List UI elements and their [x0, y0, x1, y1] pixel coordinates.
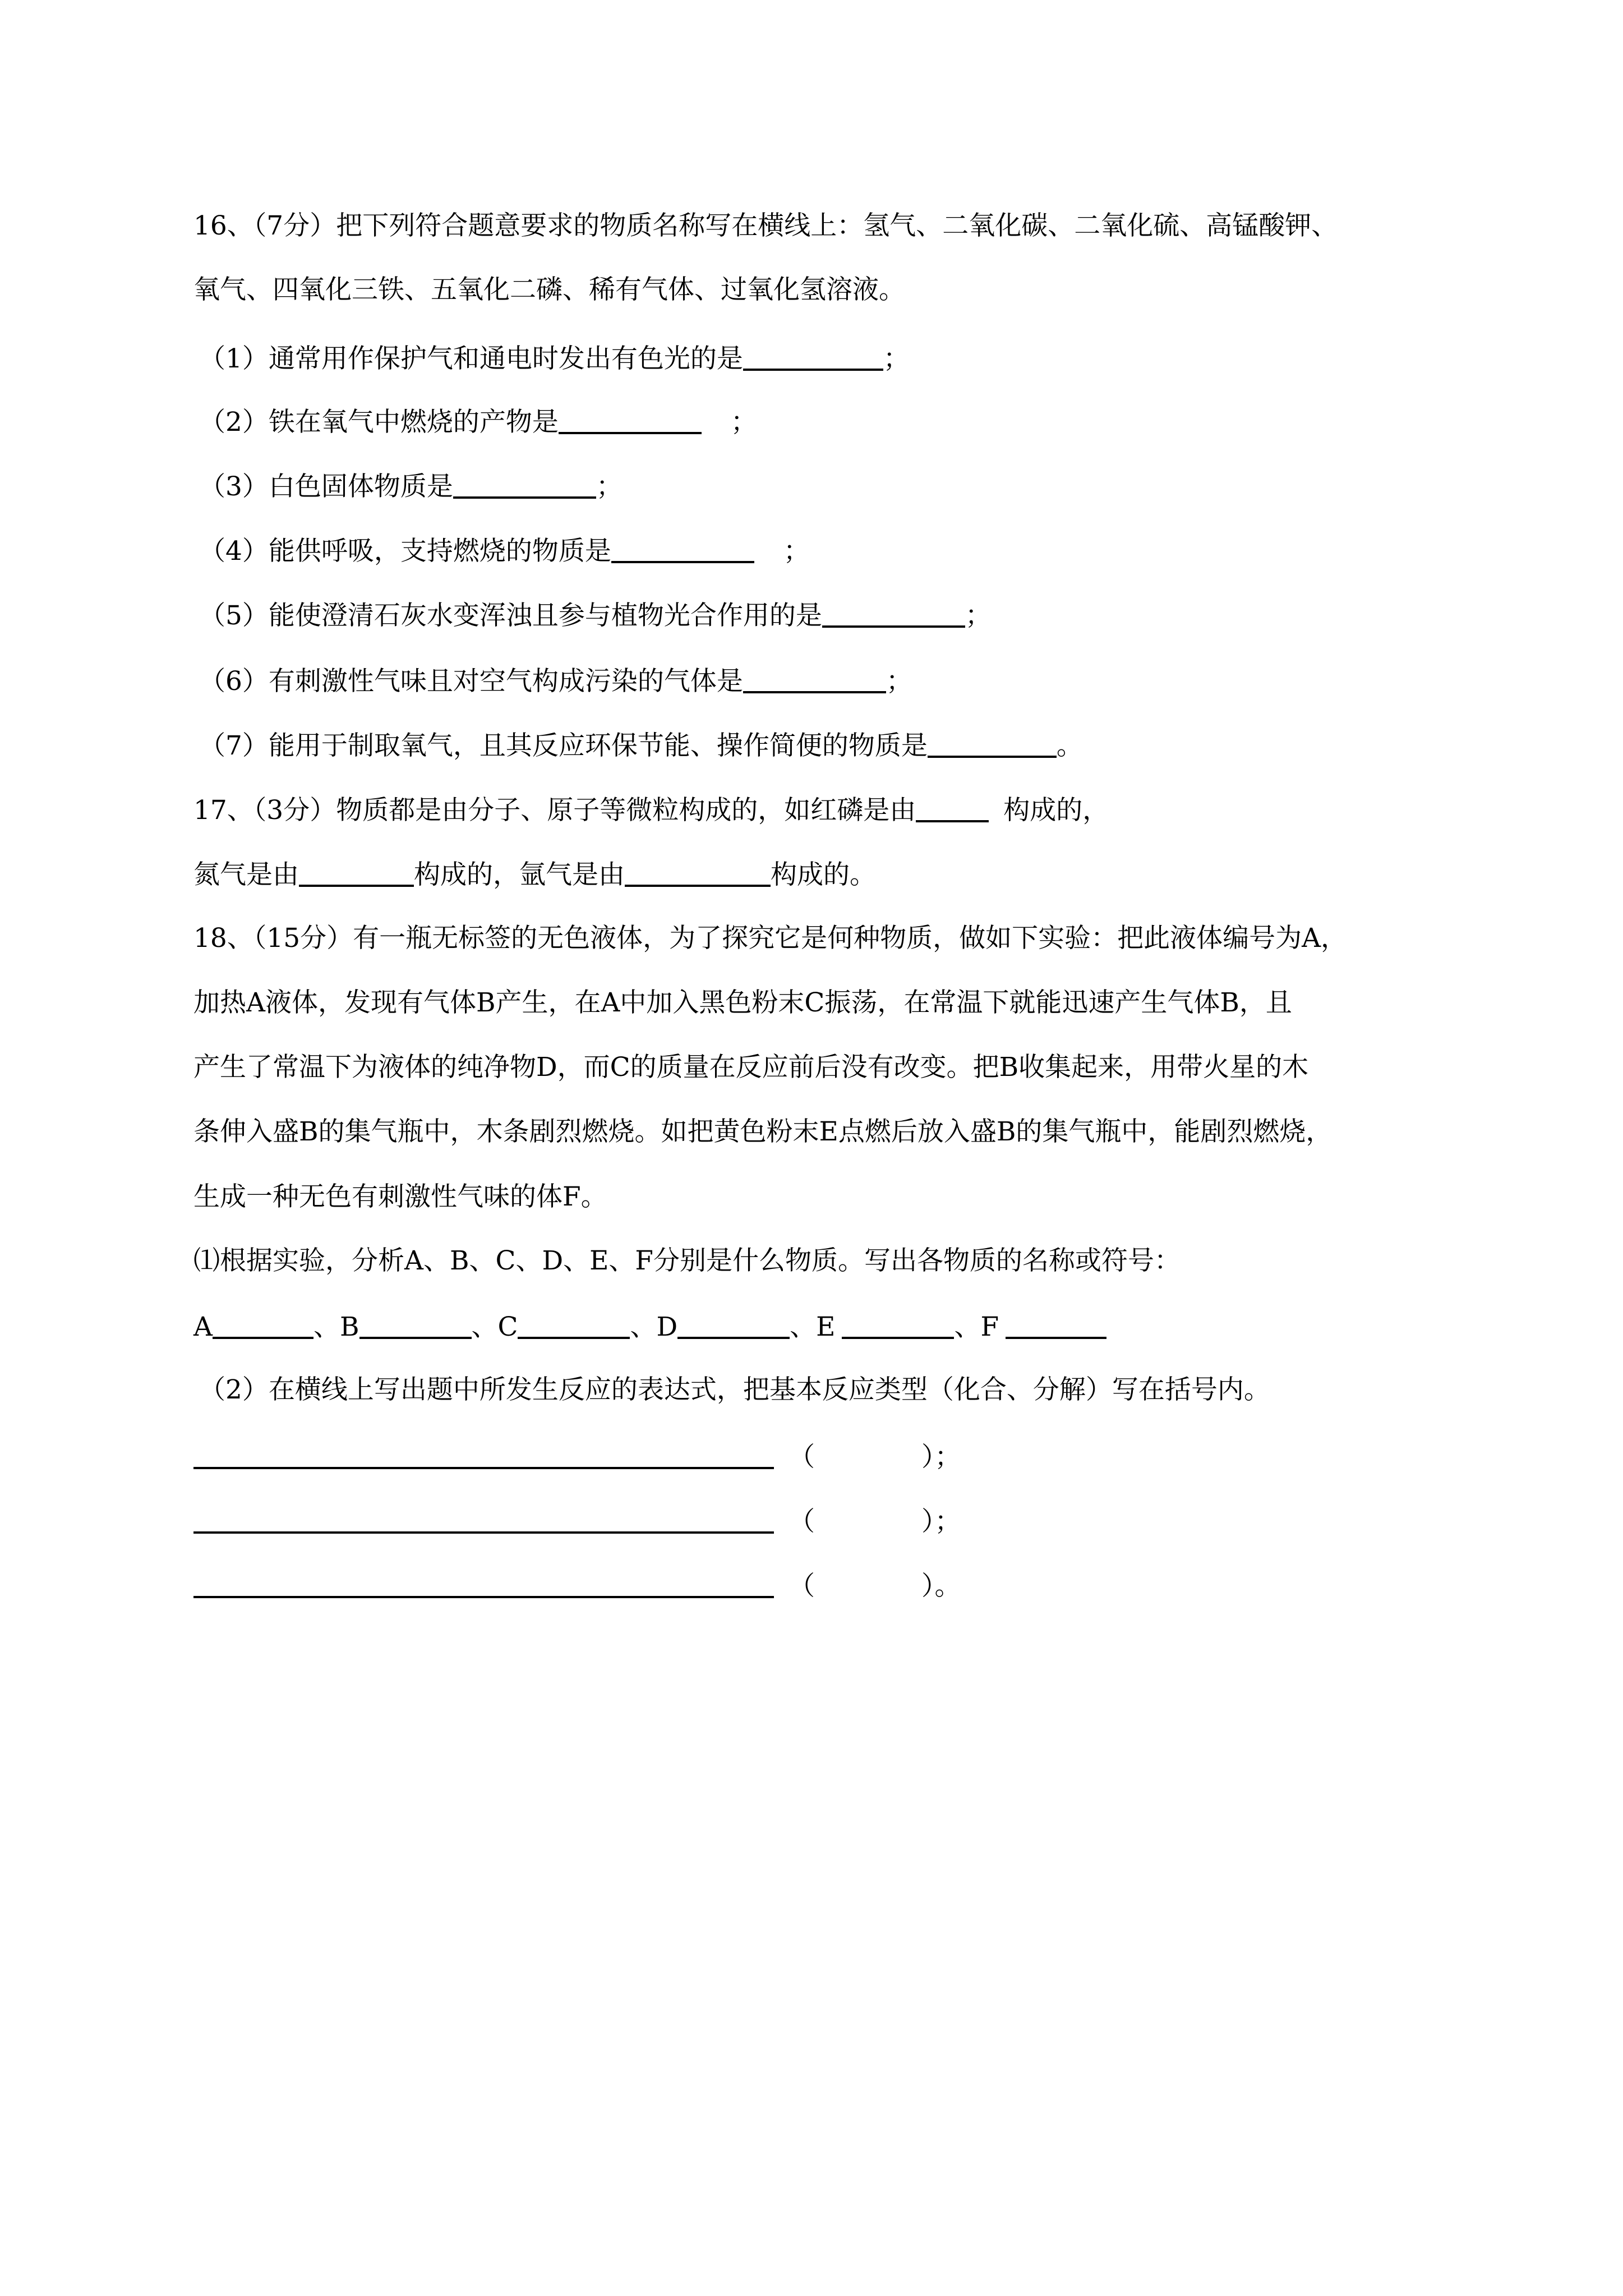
- q18-text: 加热A液体，发现有气体B产生，在A中加入黑色粉末C振荡，在常温下就能迅速产生气体B，且: [193, 987, 1292, 1018]
- q16-stem-text2: 氧气、四氧化三铁、五氧化二磷、稀有气体、过氧化氢溶液。: [193, 274, 905, 305]
- q18-part1: [193, 1244, 1181, 1278]
- q17-text-e: 构成的。: [771, 859, 876, 890]
- answer-blank[interactable]: [916, 795, 989, 822]
- q18-text: 条伸入盛B的集气瓶中，木条剧烈燃烧。如把黄色粉末E点燃后放入盛B的集气瓶中，能剧烈燃烧，: [193, 1116, 1332, 1147]
- q16-item-6: [199, 663, 912, 697]
- q18-line4: [193, 1115, 1332, 1149]
- q16-item-text: （5）能使澄清石灰水变浑浊且参与植物光合作用的是: [199, 600, 822, 631]
- paren-close: ）；: [921, 1506, 961, 1537]
- q16-item-text: （4）能供呼吸，支持燃烧的物质是: [199, 536, 611, 567]
- reaction-blank[interactable]: [193, 1442, 774, 1469]
- q18-part2-text: （2）在横线上写出题中所发生反应的表达式，把基本反应类型（化合、分解）写在括号内。: [199, 1374, 1270, 1405]
- q18-line5: [193, 1180, 607, 1214]
- reaction-blank[interactable]: [193, 1571, 774, 1598]
- q18-line2: [193, 986, 1292, 1020]
- q16-stem-line2: [193, 273, 905, 307]
- q18-line3: [193, 1051, 1308, 1084]
- q16-stem-line1: [193, 209, 1338, 243]
- q16-item-text: （6）有刺激性气味且对空气构成污染的气体是: [199, 666, 743, 697]
- q16-item-end: ；: [730, 407, 757, 438]
- q16-item-text: （7）能用于制取氧气，且其反应环保节能、操作简便的物质是: [199, 730, 928, 761]
- q17-line2: [193, 857, 876, 890]
- reaction-row-3: [193, 1568, 961, 1602]
- q17-text-a: 17、（3分）物质都是由分子、原子等微粒构成的，如红磷是由: [193, 795, 916, 826]
- paren-close: ）；: [921, 1442, 961, 1473]
- q18-part1-text: ⑴根据实验，分析A、B、C、D、E、F分别是什么物质。写出各物质的名称或符号：: [193, 1245, 1181, 1276]
- paren-open: （: [789, 1442, 815, 1473]
- q16-item-7: [199, 728, 1083, 761]
- q18-text: 18、（15分）有一瓶无标签的无色液体，为了探究它是何种物质，做如下实验：把此液体编号为A，: [193, 923, 1348, 954]
- q16-item-4: [199, 533, 810, 567]
- q17-text-c: 氮气是由: [193, 859, 299, 890]
- q16-item-1: [199, 341, 910, 374]
- reaction-row-1: [193, 1439, 961, 1473]
- q16-stem-text1: 16、（7分）把下列符合题意要求的物质名称写在横线上：氢气、二氧化碳、二氧化硫、高锰酸钾、: [193, 210, 1338, 241]
- answer-blank-e[interactable]: [842, 1312, 954, 1339]
- q17-text-d: 构成的，氩气是由: [414, 859, 625, 890]
- q16-item-end: ；: [783, 536, 810, 567]
- q16-item-end: ；: [883, 343, 910, 374]
- q16-item-text: （3）白色固体物质是: [199, 471, 453, 502]
- answer-blank-a[interactable]: [213, 1312, 313, 1339]
- answer-blank[interactable]: [743, 666, 886, 693]
- letter-f: 、F: [954, 1312, 999, 1342]
- reaction-blank[interactable]: [193, 1507, 774, 1534]
- q16-item-text: （1）通常用作保护气和通电时发出有色光的是: [199, 343, 743, 374]
- letter-c: 、C: [471, 1312, 518, 1342]
- paren-open: （: [789, 1571, 815, 1602]
- answer-blank-d[interactable]: [677, 1312, 790, 1339]
- q16-item-end: ；: [965, 600, 992, 631]
- q18-answers-row: [193, 1309, 1106, 1342]
- q18-text: 生成一种无色有刺激性气味的体F。: [193, 1181, 607, 1212]
- answer-blank[interactable]: [928, 731, 1057, 758]
- letter-e: 、E: [790, 1312, 836, 1342]
- q16-item-2: [199, 404, 757, 438]
- answer-blank[interactable]: [559, 407, 702, 434]
- q16-item-end: ；: [886, 666, 912, 697]
- q16-item-end: ；: [596, 471, 623, 502]
- answer-blank[interactable]: [611, 536, 754, 563]
- answer-blank-c[interactable]: [518, 1312, 630, 1339]
- answer-blank[interactable]: [743, 344, 883, 371]
- q18-line1: [193, 922, 1347, 955]
- answer-blank[interactable]: [625, 860, 771, 887]
- answer-blank[interactable]: [453, 472, 596, 499]
- q16-item-end: 。: [1056, 730, 1083, 761]
- q16-item-text: （2）铁在氧气中燃烧的产物是: [199, 407, 559, 438]
- answer-blank[interactable]: [822, 601, 965, 628]
- answer-blank[interactable]: [299, 860, 414, 887]
- q16-item-3: [199, 468, 623, 502]
- answer-blank-b[interactable]: [359, 1312, 472, 1339]
- paren-close: ）。: [921, 1571, 961, 1602]
- reaction-row-2: [193, 1503, 961, 1537]
- answer-blank-f[interactable]: [1006, 1312, 1106, 1339]
- q16-item-5: [199, 597, 992, 631]
- paren-open: （: [789, 1506, 815, 1537]
- letter-a: A: [193, 1312, 213, 1342]
- q18-text: 产生了常温下为液体的纯净物D，而C的质量在反应前后没有改变。把B收集起来，用带火星的木: [193, 1052, 1309, 1083]
- q18-part2: [199, 1373, 1270, 1407]
- letter-b: 、B: [313, 1312, 359, 1342]
- q17-line1: [193, 792, 1109, 826]
- q17-text-b: 构成的，: [1003, 795, 1109, 826]
- letter-d: 、D: [630, 1312, 678, 1342]
